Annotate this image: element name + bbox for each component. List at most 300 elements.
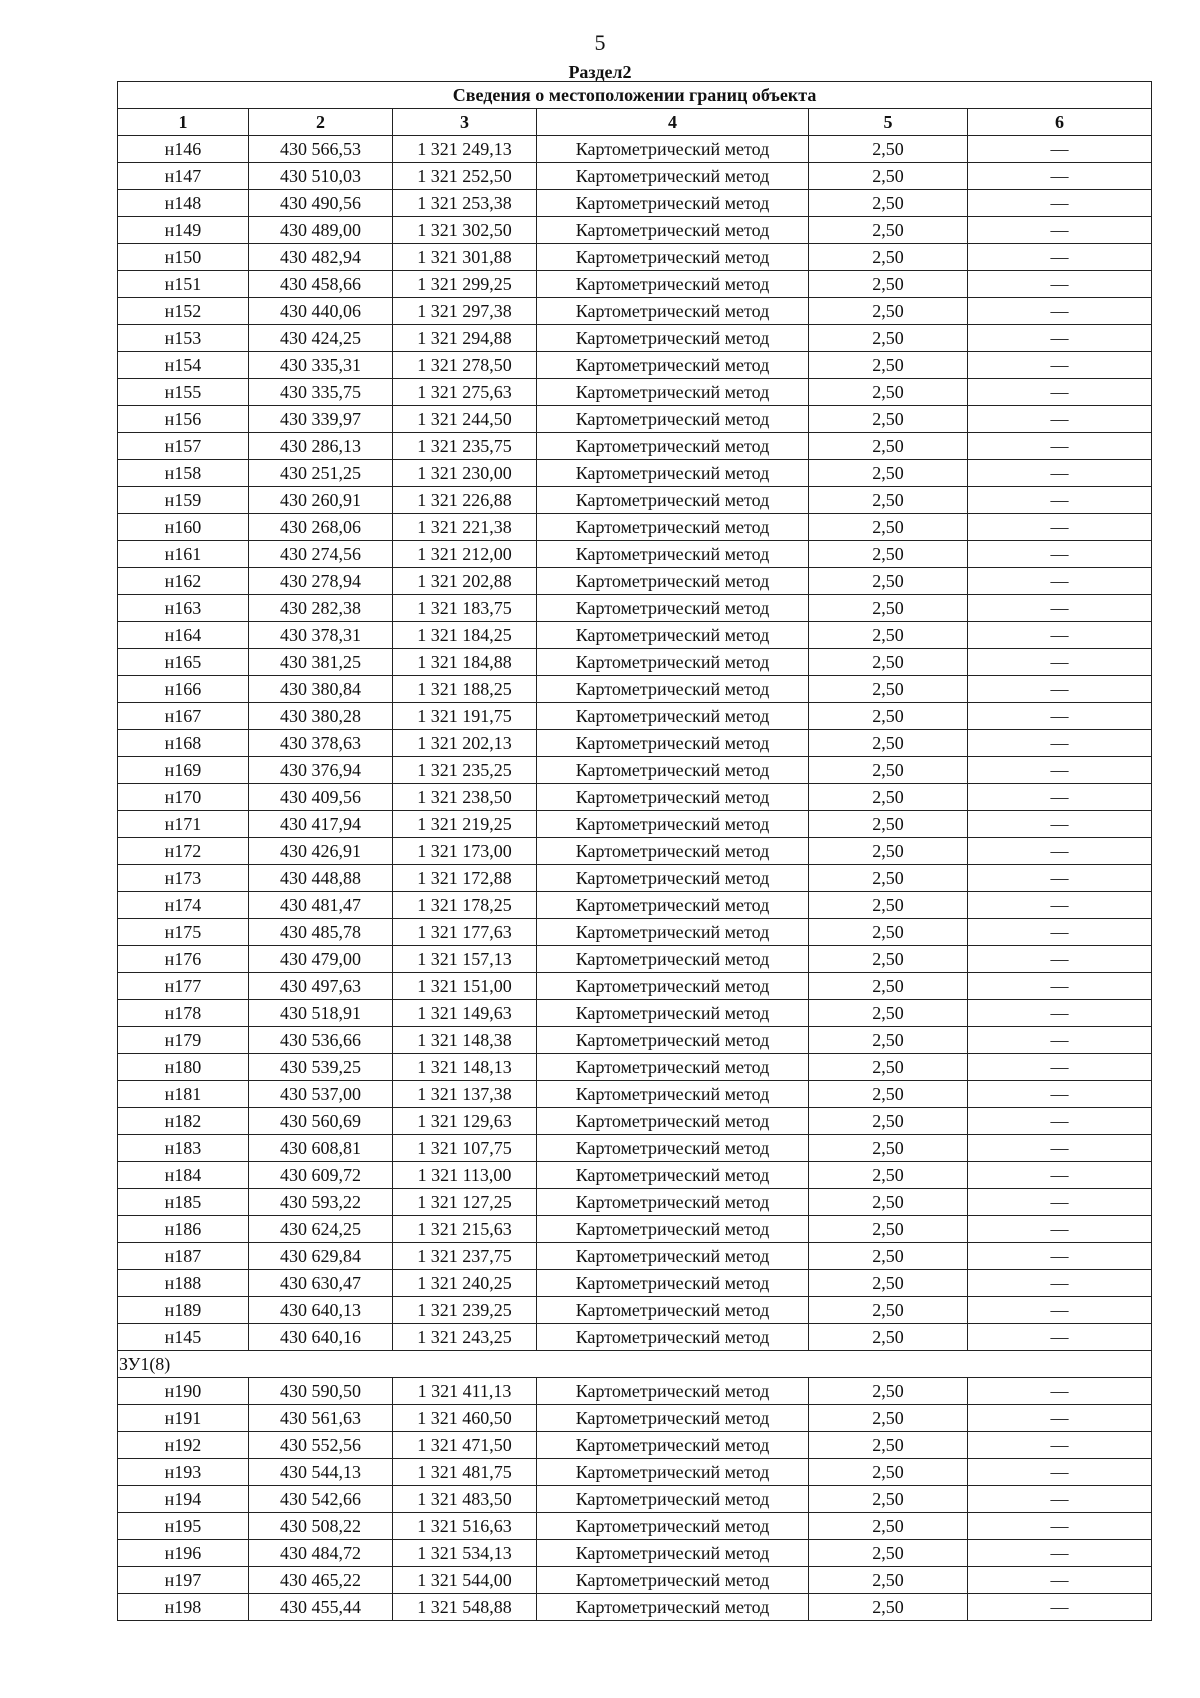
table-cell: 2,50 [809,1243,968,1270]
table-cell: — [968,730,1152,757]
table-row [118,973,1152,1000]
table-cell: 2,50 [809,730,968,757]
table-row [118,1405,1152,1432]
table-body [118,136,1152,1621]
table-row [118,730,1152,757]
table-cell: 2,50 [809,1027,968,1054]
table-cell: 1 321 107,75 [393,1135,537,1162]
table-cell: Картометрический метод [537,433,809,460]
table-cell: — [968,1135,1152,1162]
table-cell: — [968,1486,1152,1513]
table-cell: — [968,1054,1152,1081]
table-cell: 1 321 302,50 [393,217,537,244]
table-cell: — [968,919,1152,946]
table-cell: н185 [118,1189,249,1216]
table-cell: н188 [118,1270,249,1297]
table-cell: — [968,1324,1152,1351]
table-cell: — [968,190,1152,217]
table-cell: Картометрический метод [537,1270,809,1297]
table-cell: Картометрический метод [537,865,809,892]
table-cell: — [968,1405,1152,1432]
table-row [118,1432,1152,1459]
table-cell: 2,50 [809,1270,968,1297]
table-cell: 430 458,66 [249,271,393,298]
table-cell: — [968,136,1152,163]
table-cell: — [968,676,1152,703]
table-cell: — [968,433,1152,460]
table-cell: 1 321 202,13 [393,730,537,757]
table-cell: 430 286,13 [249,433,393,460]
table-cell: 1 321 294,88 [393,325,537,352]
table-cell: н151 [118,271,249,298]
table-cell: н173 [118,865,249,892]
table-row [118,1189,1152,1216]
table-cell: 2,50 [809,298,968,325]
column-header: 3 [393,109,537,136]
table-cell: — [968,1027,1152,1054]
table-cell: Картометрический метод [537,1027,809,1054]
table-cell: — [968,649,1152,676]
table-cell: Картометрический метод [537,730,809,757]
table-cell: Картометрический метод [537,1459,809,1486]
table-row [118,541,1152,568]
table-cell: 430 544,13 [249,1459,393,1486]
table-row [118,136,1152,163]
table-cell: 430 536,66 [249,1027,393,1054]
table-row [118,271,1152,298]
table-row [118,352,1152,379]
table-cell: 2,50 [809,487,968,514]
table-cell: 2,50 [809,973,968,1000]
table-cell: 2,50 [809,1324,968,1351]
table-cell: 2,50 [809,1081,968,1108]
table-cell: 2,50 [809,838,968,865]
table-cell: 430 376,94 [249,757,393,784]
table-cell: — [968,568,1152,595]
table-cell: 1 321 249,13 [393,136,537,163]
table-cell: н160 [118,514,249,541]
table-cell: Картометрический метод [537,244,809,271]
table-cell: Картометрический метод [537,1405,809,1432]
table-cell: 1 321 230,00 [393,460,537,487]
table-cell: 1 321 219,25 [393,811,537,838]
table-cell: н194 [118,1486,249,1513]
table-cell: Картометрический метод [537,595,809,622]
table-cell: — [968,1567,1152,1594]
table-cell: 2,50 [809,1405,968,1432]
table-cell: — [968,352,1152,379]
table-cell: н172 [118,838,249,865]
table-cell: 2,50 [809,676,968,703]
table-cell: 2,50 [809,1216,968,1243]
table-cell: 2,50 [809,1297,968,1324]
table-cell: 2,50 [809,1459,968,1486]
table-cell: н174 [118,892,249,919]
table-cell: 430 455,44 [249,1594,393,1621]
table-cell: 430 426,91 [249,838,393,865]
table-cell: 430 537,00 [249,1081,393,1108]
table-cell: Картометрический метод [537,622,809,649]
table-cell: — [968,622,1152,649]
table-cell: н182 [118,1108,249,1135]
table-cell: 430 489,00 [249,217,393,244]
table-cell: н154 [118,352,249,379]
table-cell: 2,50 [809,1486,968,1513]
table-row [118,1567,1152,1594]
table-cell: — [968,811,1152,838]
table-cell: н193 [118,1459,249,1486]
table-cell: 2,50 [809,1540,968,1567]
table-cell: 430 282,38 [249,595,393,622]
table-cell: 1 321 471,50 [393,1432,537,1459]
table-row [118,1324,1152,1351]
group-row [118,1351,1152,1378]
table-cell: Картометрический метод [537,1594,809,1621]
table-cell: 2,50 [809,217,968,244]
table-cell: 430 481,47 [249,892,393,919]
table-cell: Картометрический метод [537,1432,809,1459]
table-cell: н180 [118,1054,249,1081]
table-cell: н176 [118,946,249,973]
table-cell: 430 465,22 [249,1567,393,1594]
table-cell: 430 629,84 [249,1243,393,1270]
table-row [118,1027,1152,1054]
table-row [118,190,1152,217]
column-header: 5 [809,109,968,136]
table-row [118,892,1152,919]
table-cell: Картометрический метод [537,1324,809,1351]
table-cell: 2,50 [809,1513,968,1540]
table-cell: 1 321 239,25 [393,1297,537,1324]
table-cell: 1 321 253,38 [393,190,537,217]
table-cell: 1 321 184,25 [393,622,537,649]
table-cell: 430 552,56 [249,1432,393,1459]
table-cell: Картометрический метод [537,1513,809,1540]
table-cell: н197 [118,1567,249,1594]
table-cell: н181 [118,1081,249,1108]
table-cell: 2,50 [809,1162,968,1189]
table-cell: н169 [118,757,249,784]
table-cell: 2,50 [809,946,968,973]
table-row [118,163,1152,190]
table-cell: 430 335,31 [249,352,393,379]
table-title: Сведения о местоположении границ объекта [118,82,1152,109]
table-cell: н162 [118,568,249,595]
table-cell: — [968,1513,1152,1540]
table-row [118,325,1152,352]
table-row [118,1378,1152,1405]
table-cell: — [968,784,1152,811]
table-cell: — [968,1594,1152,1621]
table-cell: 430 260,91 [249,487,393,514]
table-cell: — [968,595,1152,622]
table-cell: 1 321 237,75 [393,1243,537,1270]
table-cell: — [968,406,1152,433]
table-cell: — [968,1432,1152,1459]
table-row [118,244,1152,271]
table-cell: 1 321 148,13 [393,1054,537,1081]
table-cell: Картометрический метод [537,703,809,730]
table-cell: 430 274,56 [249,541,393,568]
table-row [118,919,1152,946]
table-cell: Картометрический метод [537,163,809,190]
table-cell: — [968,487,1152,514]
table-cell: 430 539,25 [249,1054,393,1081]
table-cell: 430 490,56 [249,190,393,217]
table-cell: 1 321 516,63 [393,1513,537,1540]
table-cell: 430 424,25 [249,325,393,352]
table-cell: 1 321 151,00 [393,973,537,1000]
table-cell: н167 [118,703,249,730]
table-cell: 1 321 188,25 [393,676,537,703]
table-cell: 430 440,06 [249,298,393,325]
table-cell: 1 321 235,75 [393,433,537,460]
column-header: 1 [118,109,249,136]
table-cell: 2,50 [809,892,968,919]
table-cell: Картометрический метод [537,1297,809,1324]
table-row [118,379,1152,406]
column-header-row [118,109,1152,136]
table-cell: — [968,892,1152,919]
table-cell: 1 321 177,63 [393,919,537,946]
table-cell: Картометрический метод [537,892,809,919]
table-cell: 1 321 548,88 [393,1594,537,1621]
table-cell: — [968,1459,1152,1486]
table-cell: 2,50 [809,325,968,352]
table-row [118,1594,1152,1621]
table-row [118,460,1152,487]
table-cell: — [968,1378,1152,1405]
table-cell: 2,50 [809,649,968,676]
table-cell: 2,50 [809,433,968,460]
table-cell: — [968,325,1152,352]
table-cell: — [968,163,1152,190]
table-cell: н161 [118,541,249,568]
table-cell: 1 321 411,13 [393,1378,537,1405]
table-cell: 1 321 483,50 [393,1486,537,1513]
table-cell: н198 [118,1594,249,1621]
table-cell: 1 321 184,88 [393,649,537,676]
table-row [118,1486,1152,1513]
table-row [118,676,1152,703]
table-cell: Картометрический метод [537,1567,809,1594]
table-cell: 430 510,03 [249,163,393,190]
table-row [118,568,1152,595]
table-cell: 2,50 [809,163,968,190]
table-cell: 2,50 [809,757,968,784]
table-cell: 1 321 137,38 [393,1081,537,1108]
table-cell: 1 321 544,00 [393,1567,537,1594]
table-cell: 1 321 221,38 [393,514,537,541]
table-cell: Картометрический метод [537,973,809,1000]
table-cell: 2,50 [809,190,968,217]
table-cell: — [968,757,1152,784]
table-cell: н156 [118,406,249,433]
table-row [118,811,1152,838]
table-cell: н190 [118,1378,249,1405]
table-cell: 2,50 [809,406,968,433]
table-cell: 430 335,75 [249,379,393,406]
table-cell: 430 593,22 [249,1189,393,1216]
table-cell: Картометрический метод [537,298,809,325]
table-cell: 2,50 [809,1432,968,1459]
table-cell: 430 508,22 [249,1513,393,1540]
table-cell: Картометрический метод [537,784,809,811]
table-cell: 430 381,25 [249,649,393,676]
table-cell: 2,50 [809,784,968,811]
table-cell: н157 [118,433,249,460]
table-cell: 1 321 299,25 [393,271,537,298]
table-cell: 2,50 [809,622,968,649]
table-cell: — [968,298,1152,325]
table-cell: 1 321 157,13 [393,946,537,973]
table-cell: Картометрический метод [537,757,809,784]
table-cell: 1 321 172,88 [393,865,537,892]
table-cell: Картометрический метод [537,1108,809,1135]
table-cell: — [968,460,1152,487]
table-cell: н191 [118,1405,249,1432]
table-row [118,649,1152,676]
table-cell: 2,50 [809,1189,968,1216]
table-cell: 1 321 243,25 [393,1324,537,1351]
table-cell: н149 [118,217,249,244]
table-cell: н148 [118,190,249,217]
table-cell: 430 482,94 [249,244,393,271]
column-header: 6 [968,109,1152,136]
table-row [118,298,1152,325]
table-cell: н195 [118,1513,249,1540]
table-cell: 430 518,91 [249,1000,393,1027]
table-cell: Картометрический метод [537,1000,809,1027]
table-cell: н146 [118,136,249,163]
table-row [118,838,1152,865]
section-label: Раздел2 [568,62,632,82]
table-cell: — [968,1270,1152,1297]
table-cell: — [968,1081,1152,1108]
table-cell: 1 321 127,25 [393,1189,537,1216]
table-cell: Картометрический метод [537,919,809,946]
table-cell: н186 [118,1216,249,1243]
table-cell: — [968,1540,1152,1567]
table-cell: 430 409,56 [249,784,393,811]
table-row [118,1216,1152,1243]
table-cell: Картометрический метод [537,1189,809,1216]
table-cell: — [968,1216,1152,1243]
table-cell: Картометрический метод [537,379,809,406]
table-cell: н196 [118,1540,249,1567]
table-cell: 430 339,97 [249,406,393,433]
table-cell: 1 321 215,63 [393,1216,537,1243]
table-cell: 2,50 [809,919,968,946]
table-cell: Картометрический метод [537,1162,809,1189]
table-cell: 430 417,94 [249,811,393,838]
table-cell: 1 321 252,50 [393,163,537,190]
table-cell: 430 560,69 [249,1108,393,1135]
table-cell: 430 251,25 [249,460,393,487]
table-row [118,1513,1152,1540]
table-cell: н150 [118,244,249,271]
table-cell: 1 321 275,63 [393,379,537,406]
table-cell: Картометрический метод [537,1135,809,1162]
table-cell: 430 608,81 [249,1135,393,1162]
table-cell: 1 321 235,25 [393,757,537,784]
table-title-row [118,82,1152,109]
table-cell: Картометрический метод [537,136,809,163]
table-cell: — [968,703,1152,730]
table-cell: Картометрический метод [537,1486,809,1513]
table-cell: н164 [118,622,249,649]
table-cell: 2,50 [809,514,968,541]
table-cell: — [968,514,1152,541]
table-cell: н152 [118,298,249,325]
table-cell: 1 321 278,50 [393,352,537,379]
table-cell: 2,50 [809,136,968,163]
table-cell: Картометрический метод [537,541,809,568]
table-cell: н177 [118,973,249,1000]
table-cell: 2,50 [809,1135,968,1162]
table-row [118,757,1152,784]
column-header: 2 [249,109,393,136]
table-row [118,406,1152,433]
table-cell: — [968,1000,1152,1027]
table-cell: 1 321 178,25 [393,892,537,919]
table-row [118,1297,1152,1324]
table-cell: 2,50 [809,1054,968,1081]
table-cell: 430 630,47 [249,1270,393,1297]
table-cell: 1 321 460,50 [393,1405,537,1432]
table-cell: н145 [118,1324,249,1351]
table-row [118,1459,1152,1486]
table-cell: 2,50 [809,1594,968,1621]
table-cell: 2,50 [809,460,968,487]
table-cell: Картометрический метод [537,190,809,217]
table-cell: н178 [118,1000,249,1027]
table-cell: н165 [118,649,249,676]
table-cell: Картометрический метод [537,271,809,298]
table-cell: н171 [118,811,249,838]
table-cell: 2,50 [809,1567,968,1594]
table-cell: 2,50 [809,811,968,838]
table-cell: 2,50 [809,703,968,730]
table-cell: 2,50 [809,244,968,271]
table-row [118,1162,1152,1189]
table-cell: — [968,244,1152,271]
table-cell: 430 609,72 [249,1162,393,1189]
table-cell: Картометрический метод [537,217,809,244]
table-cell: 430 448,88 [249,865,393,892]
table-cell: 1 321 297,38 [393,298,537,325]
table-cell: Картометрический метод [537,568,809,595]
table-row [118,1000,1152,1027]
table-cell: н158 [118,460,249,487]
table-cell: н155 [118,379,249,406]
table-row [118,1270,1152,1297]
table-cell: — [968,865,1152,892]
table-cell: 1 321 113,00 [393,1162,537,1189]
table-row [118,1540,1152,1567]
table-row [118,1054,1152,1081]
table-cell: 1 321 481,75 [393,1459,537,1486]
table-cell: 1 321 148,38 [393,1027,537,1054]
table-cell: 430 378,31 [249,622,393,649]
table-row [118,514,1152,541]
table-cell: 1 321 226,88 [393,487,537,514]
table-cell: Картометрический метод [537,811,809,838]
table-cell: 430 485,78 [249,919,393,946]
table-cell: 2,50 [809,595,968,622]
table-cell: 2,50 [809,1108,968,1135]
table-cell: Картометрический метод [537,325,809,352]
